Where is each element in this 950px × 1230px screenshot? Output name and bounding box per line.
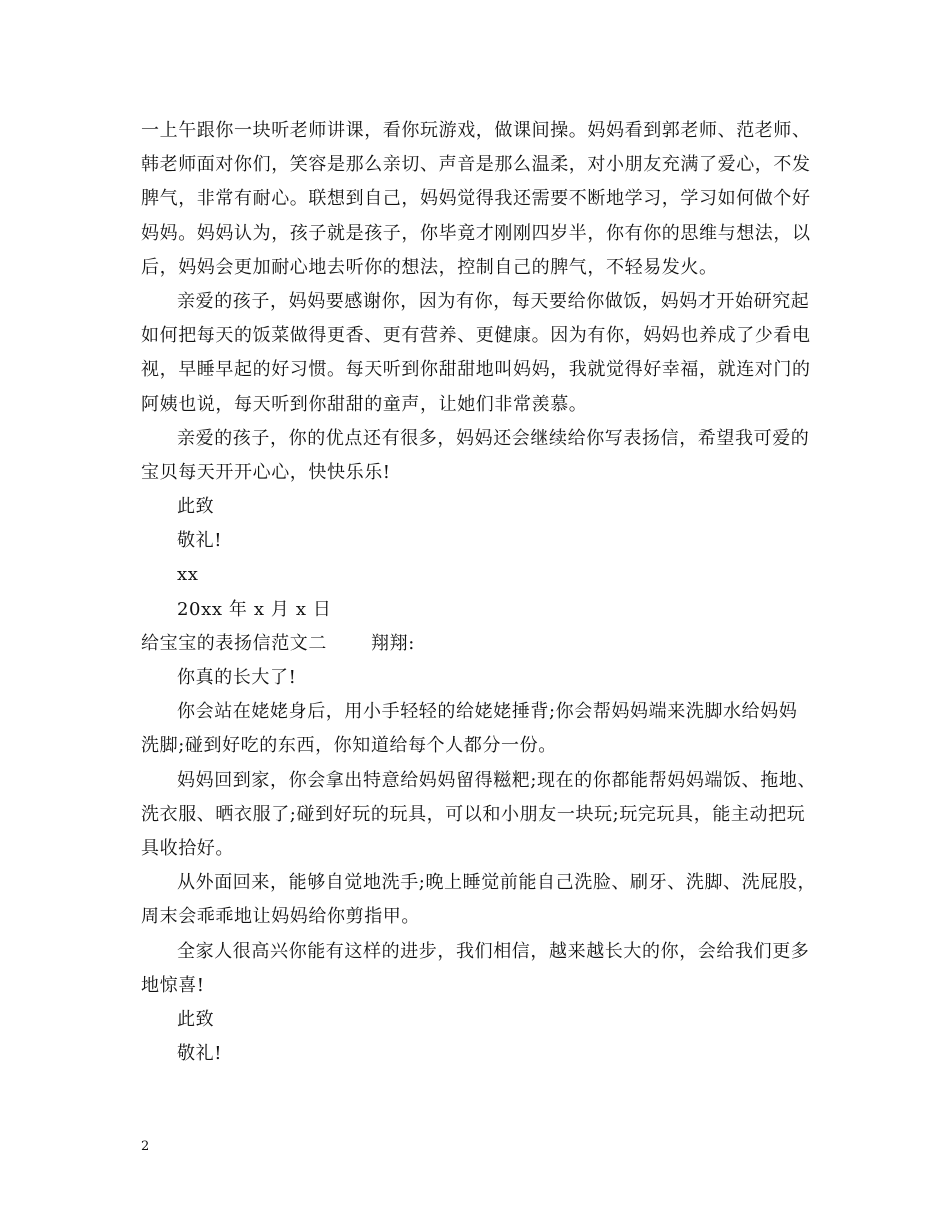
signature-line: xx — [177, 564, 199, 586]
paragraph-start-line: 你会站在姥姥身后，用小手轻轻的给姥姥捶背;你会帮妈妈端来洗脚水给妈妈 — [177, 701, 798, 723]
text-line: 阿姨也说，每天听到你甜甜的童声，让她们非常羡慕。 — [141, 393, 588, 415]
paragraph-start-line: 你真的长大了! — [177, 667, 297, 688]
text-line: 地惊喜! — [141, 974, 205, 996]
paragraph-start-line: 亲爱的孩子，妈妈要感谢你，因为有你，每天要给你做饭，妈妈才开始研究起 — [177, 290, 810, 312]
date-line: 20xx 年 x 月 x 日 — [177, 598, 332, 620]
paragraph-start-line: 妈妈回到家，你会拿出特意给妈妈留得糍粑;现在的你都能帮妈妈端饭、拖地、 — [177, 769, 817, 791]
text-line: 后，妈妈会更加耐心地去听你的想法，控制自己的脾气，不轻易发火。 — [141, 256, 718, 278]
text-line: 视，早睡早起的好习惯。每天听到你甜甜地叫妈妈，我就觉得好幸福，就连对门的 — [141, 359, 811, 381]
paragraph-start-line: 亲爱的孩子，你的优点还有很多，妈妈还会继续给你写表扬信，希望我可爱的 — [177, 427, 810, 449]
letter-body — [141, 114, 831, 1071]
closing-line: 此致 — [177, 1008, 215, 1030]
text-line: 如何把每天的饭菜做得更香、更有营养、更健康。因为有你，妈妈也养成了少看电 — [141, 325, 811, 347]
recipient-salutation: 翔翔: — [371, 632, 415, 654]
section-heading — [141, 627, 831, 661]
page-number: 2 — [141, 1139, 150, 1154]
text-line: 宝贝每天开开心心，快快乐乐! — [141, 461, 391, 483]
text-line: 脾气，非常有耐心。联想到自己，妈妈觉得我还需要不断地学习，学习如何做个好 — [141, 188, 811, 210]
text-line: 周末会乖乖地让妈妈给你剪指甲。 — [141, 906, 420, 928]
text-line: 韩老师面对你们，笑容是那么亲切、声音是那么温柔，对小朋友充满了爱心，不发 — [141, 154, 811, 176]
text-line: 洗衣服、晒衣服了;碰到好玩的玩具，可以和小朋友一块玩;玩完玩具，能主动把玩 — [141, 803, 806, 825]
text-line: 具收拾好。 — [141, 837, 234, 859]
section-title: 给宝宝的表扬信范文二 — [141, 632, 327, 654]
paragraph-start-line: 从外面回来，能够自觉地洗手;晚上睡觉前能自己洗脸、刷牙、洗脚、洗屁股， — [177, 872, 817, 894]
salute-line: 敬礼! — [177, 530, 223, 552]
paragraph-start-line: 全家人很高兴你能有这样的进步，我们相信，越来越长大的你，会给我们更多 — [177, 940, 810, 962]
salute-line: 敬礼! — [177, 1043, 223, 1065]
text-line: 妈妈。妈妈认为，孩子就是孩子，你毕竟才刚刚四岁半，你有你的思维与想法，以 — [141, 222, 811, 244]
text-line: 洗脚;碰到好吃的东西，你知道给每个人都分一份。 — [141, 735, 557, 757]
closing-line: 此致 — [177, 496, 215, 518]
text-line: 一上午跟你一块听老师讲课，看你玩游戏，做课间操。妈妈看到郭老师、范老师、 — [141, 120, 811, 141]
